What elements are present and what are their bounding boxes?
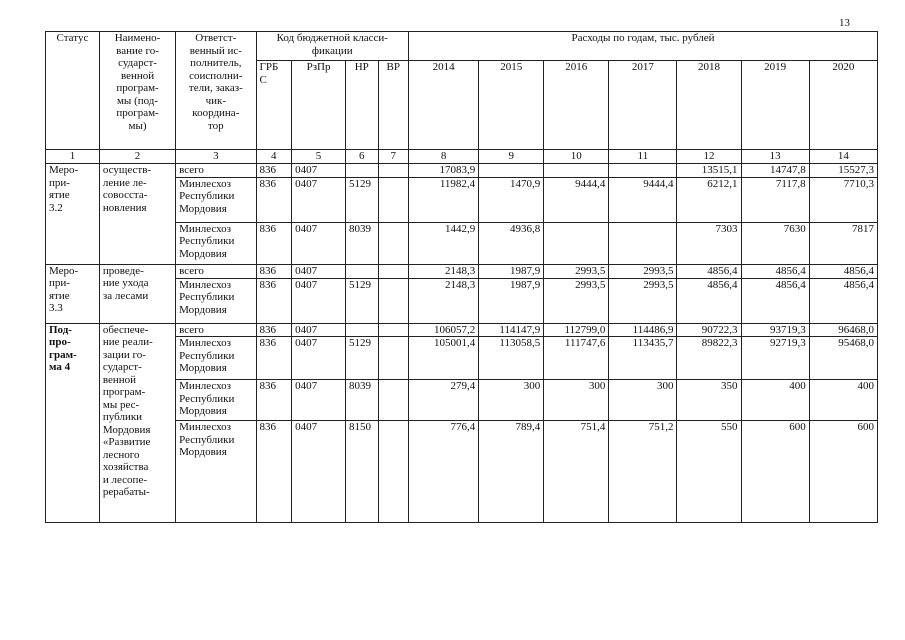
value-cell: 89822,3 xyxy=(677,337,741,380)
value-cell: 105001,4 xyxy=(409,337,479,380)
header-year: 2015 xyxy=(479,61,544,150)
value-cell: 114486,9 xyxy=(609,323,677,337)
column-index: 9 xyxy=(479,150,544,164)
grbs-cell: 836 xyxy=(256,222,292,264)
column-index: 14 xyxy=(809,150,877,164)
value-cell: 7710,3 xyxy=(809,177,877,222)
value-cell: 400 xyxy=(741,380,809,421)
status-cell: Меро- при- ятие 3.3 xyxy=(46,264,100,323)
vr-cell xyxy=(378,380,409,421)
grbs-cell: 836 xyxy=(256,164,292,178)
value-cell: 550 xyxy=(677,421,741,523)
status-cell: Меро- при- ятие 3.2 xyxy=(46,164,100,265)
vr-cell xyxy=(378,421,409,523)
column-index: 4 xyxy=(256,150,292,164)
vr-cell xyxy=(378,264,409,278)
column-index: 1 xyxy=(46,150,100,164)
value-cell: 13515,1 xyxy=(677,164,741,178)
value-cell: 9444,4 xyxy=(609,177,677,222)
value-cell: 350 xyxy=(677,380,741,421)
value-cell: 279,4 xyxy=(409,380,479,421)
rzpr-cell: 0407 xyxy=(292,421,346,523)
value-cell: 4856,4 xyxy=(809,278,877,323)
header-year: 2019 xyxy=(741,61,809,150)
vr-cell xyxy=(378,177,409,222)
value-cell: 300 xyxy=(609,380,677,421)
value-cell xyxy=(609,164,677,178)
column-index: 12 xyxy=(677,150,741,164)
status-cell: Под- про- грам- ма 4 xyxy=(46,323,100,523)
table-row xyxy=(46,164,878,178)
executor-cell: Минлесхоз Республики Мордовия xyxy=(176,278,256,323)
value-cell: 4856,4 xyxy=(741,264,809,278)
grbs-cell: 836 xyxy=(256,380,292,421)
grbs-cell: 836 xyxy=(256,337,292,380)
nr-cell: 5129 xyxy=(345,337,378,380)
value-cell: 92719,3 xyxy=(741,337,809,380)
column-index: 6 xyxy=(345,150,378,164)
vr-cell xyxy=(378,164,409,178)
header-budget-code: Код бюджетной класси- фикации xyxy=(256,32,409,61)
program-name-cell: проведе- ние ухода за лесами xyxy=(99,264,175,323)
grbs-cell: 836 xyxy=(256,264,292,278)
value-cell: 2993,5 xyxy=(609,278,677,323)
value-cell: 789,4 xyxy=(479,421,544,523)
column-index: 2 xyxy=(99,150,175,164)
value-cell: 751,2 xyxy=(609,421,677,523)
value-cell: 600 xyxy=(741,421,809,523)
header-status: Статус xyxy=(46,32,100,150)
grbs-cell: 836 xyxy=(256,278,292,323)
value-cell: 96468,0 xyxy=(809,323,877,337)
value-cell: 14747,8 xyxy=(741,164,809,178)
value-cell: 4936,8 xyxy=(479,222,544,264)
rzpr-cell: 0407 xyxy=(292,323,346,337)
value-cell: 1987,9 xyxy=(479,264,544,278)
executor-cell: всего xyxy=(176,323,256,337)
nr-cell: 8039 xyxy=(345,222,378,264)
value-cell: 600 xyxy=(809,421,877,523)
value-cell xyxy=(544,222,609,264)
column-index-row xyxy=(46,150,878,164)
grbs-cell: 836 xyxy=(256,323,292,337)
rzpr-cell: 0407 xyxy=(292,264,346,278)
value-cell: 1470,9 xyxy=(479,177,544,222)
header-year: 2020 xyxy=(809,61,877,150)
vr-cell xyxy=(378,323,409,337)
rzpr-cell: 0407 xyxy=(292,164,346,178)
column-index: 8 xyxy=(409,150,479,164)
value-cell: 400 xyxy=(809,380,877,421)
header-vr: ВР xyxy=(378,61,409,150)
rzpr-cell: 0407 xyxy=(292,278,346,323)
value-cell: 4856,4 xyxy=(677,278,741,323)
value-cell: 106057,2 xyxy=(409,323,479,337)
rzpr-cell: 0407 xyxy=(292,177,346,222)
program-name-cell: обеспече- ние реали- зации го- сударст- венной програм- мы рес- публики Мордовия «Развитие лесного хозяйства и лесопе- рерабаты- xyxy=(99,323,175,523)
value-cell: 300 xyxy=(479,380,544,421)
value-cell: 111747,6 xyxy=(544,337,609,380)
value-cell: 9444,4 xyxy=(544,177,609,222)
nr-cell xyxy=(345,323,378,337)
value-cell: 95468,0 xyxy=(809,337,877,380)
vr-cell xyxy=(378,222,409,264)
nr-cell xyxy=(345,264,378,278)
value-cell: 7117,8 xyxy=(741,177,809,222)
executor-cell: Минлесхоз Республики Мордовия xyxy=(176,222,256,264)
table-row xyxy=(46,264,878,278)
value-cell: 15527,3 xyxy=(809,164,877,178)
nr-cell xyxy=(345,164,378,178)
value-cell: 2993,5 xyxy=(609,264,677,278)
value-cell: 17083,9 xyxy=(409,164,479,178)
value-cell xyxy=(609,222,677,264)
rzpr-cell: 0407 xyxy=(292,337,346,380)
value-cell: 2148,3 xyxy=(409,278,479,323)
vr-cell xyxy=(378,337,409,380)
value-cell xyxy=(544,164,609,178)
value-cell xyxy=(479,164,544,178)
header-expenses: Расходы по годам, тыс. рублей xyxy=(409,32,878,61)
value-cell: 7303 xyxy=(677,222,741,264)
column-index: 10 xyxy=(544,150,609,164)
nr-cell: 5129 xyxy=(345,177,378,222)
column-index: 7 xyxy=(378,150,409,164)
value-cell: 2993,5 xyxy=(544,278,609,323)
value-cell: 7817 xyxy=(809,222,877,264)
executor-cell: Минлесхоз Республики Мордовия xyxy=(176,177,256,222)
header-row-top xyxy=(46,32,878,61)
value-cell: 2148,3 xyxy=(409,264,479,278)
value-cell: 90722,3 xyxy=(677,323,741,337)
value-cell: 4856,4 xyxy=(809,264,877,278)
value-cell: 1987,9 xyxy=(479,278,544,323)
nr-cell: 8150 xyxy=(345,421,378,523)
header-executor: Ответст- венный ис- полнитель, соисполни- тели, заказ- чик- координа- тор xyxy=(176,32,256,150)
value-cell: 113435,7 xyxy=(609,337,677,380)
executor-cell: Минлесхоз Республики Мордовия xyxy=(176,380,256,421)
value-cell: 93719,3 xyxy=(741,323,809,337)
executor-cell: всего xyxy=(176,264,256,278)
column-index: 3 xyxy=(176,150,256,164)
column-index: 13 xyxy=(741,150,809,164)
header-year: 2017 xyxy=(609,61,677,150)
value-cell: 114147,9 xyxy=(479,323,544,337)
column-index: 5 xyxy=(292,150,346,164)
page-number: 13 xyxy=(839,17,850,29)
header-year: 2014 xyxy=(409,61,479,150)
value-cell: 7630 xyxy=(741,222,809,264)
table-row xyxy=(46,323,878,337)
header-year: 2016 xyxy=(544,61,609,150)
value-cell: 11982,4 xyxy=(409,177,479,222)
value-cell: 1442,9 xyxy=(409,222,479,264)
header-grbs: ГРБ С xyxy=(256,61,292,150)
value-cell: 2993,5 xyxy=(544,264,609,278)
executor-cell: Минлесхоз Республики Мордовия xyxy=(176,337,256,380)
executor-cell: Минлесхоз Республики Мордовия xyxy=(176,421,256,523)
value-cell: 751,4 xyxy=(544,421,609,523)
vr-cell xyxy=(378,278,409,323)
header-program-name: Наимено- вание го- сударст- венной програм- мы (под- програм- мы) xyxy=(99,32,175,150)
grbs-cell: 836 xyxy=(256,421,292,523)
value-cell: 6212,1 xyxy=(677,177,741,222)
value-cell: 300 xyxy=(544,380,609,421)
header-year: 2018 xyxy=(677,61,741,150)
rzpr-cell: 0407 xyxy=(292,380,346,421)
value-cell: 4856,4 xyxy=(741,278,809,323)
executor-cell: всего xyxy=(176,164,256,178)
program-name-cell: осуществ- ление ле- совосста- новления xyxy=(99,164,175,265)
header-rzpr: РзПр xyxy=(292,61,346,150)
header-nr: НР xyxy=(345,61,378,150)
nr-cell: 8039 xyxy=(345,380,378,421)
rzpr-cell: 0407 xyxy=(292,222,346,264)
value-cell: 4856,4 xyxy=(677,264,741,278)
budget-table xyxy=(45,31,878,523)
value-cell: 112799,0 xyxy=(544,323,609,337)
value-cell: 113058,5 xyxy=(479,337,544,380)
grbs-cell: 836 xyxy=(256,177,292,222)
column-index: 11 xyxy=(609,150,677,164)
value-cell: 776,4 xyxy=(409,421,479,523)
nr-cell: 5129 xyxy=(345,278,378,323)
